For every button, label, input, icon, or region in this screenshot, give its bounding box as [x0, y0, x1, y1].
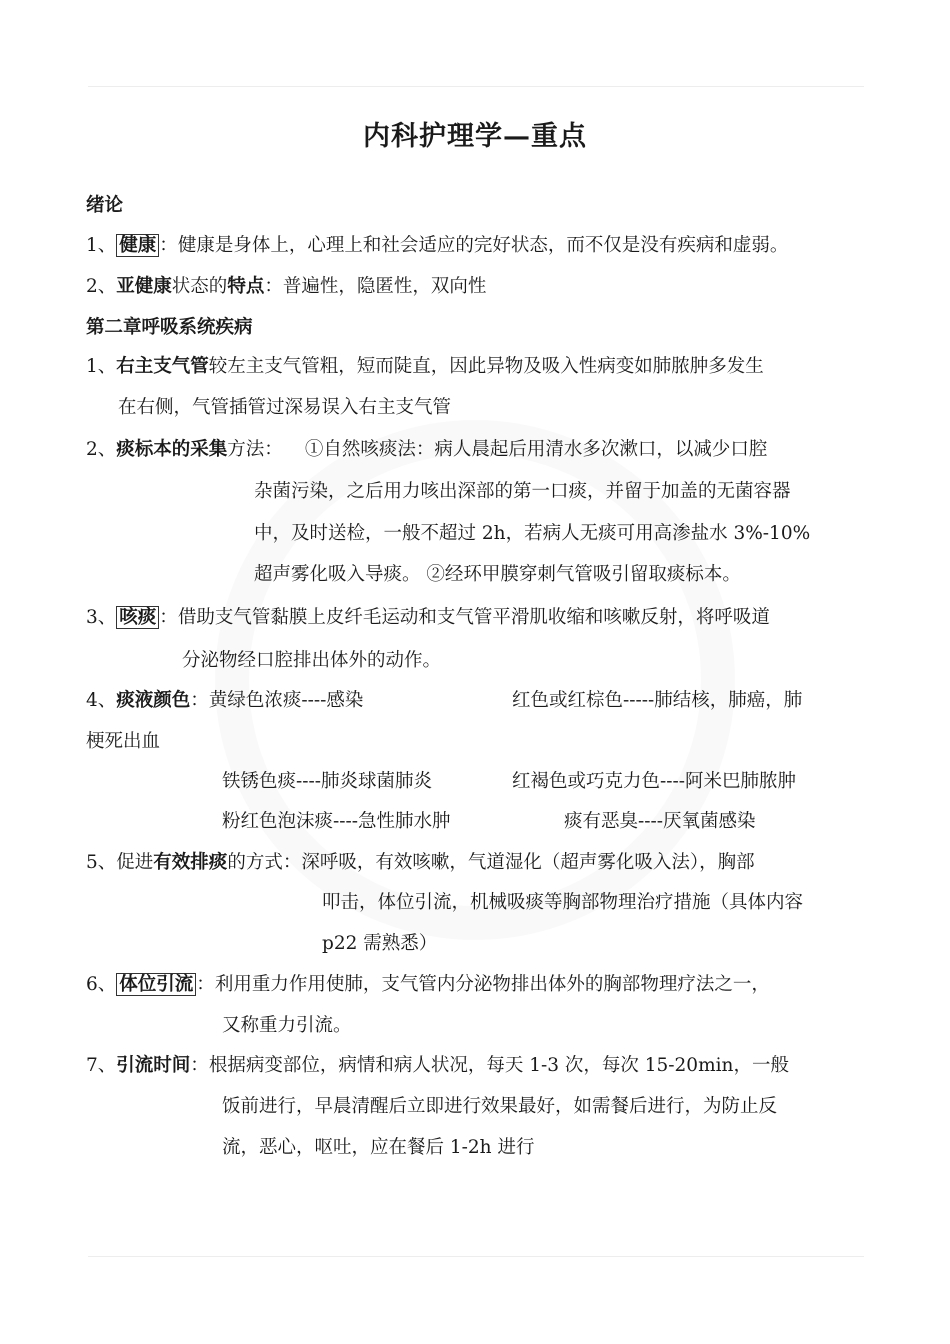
ch2-item-2-line2: 杂菌污染，之后用力咳出深部的第一口痰，并留于加盖的无菌容器 [254, 481, 791, 502]
ch2-item-3: 3、 咳痰 ：借助支气管黏膜上皮纤毛运动和支气管平滑肌收缩和咳嗽反射，将呼吸道 [86, 607, 770, 628]
top-divider [88, 86, 864, 87]
term-drainage-time: 引流时间 [116, 1055, 191, 1076]
section-heading-intro: 绪论 [86, 195, 124, 216]
sputum-color-red: 红色或红棕色-----肺结核，肺癌，肺 [512, 690, 803, 711]
intro-item-2: 2、亚健康状态的特点：普遍性，隐匿性，双向性 [86, 276, 487, 297]
item-text: 健康是身体上，心理上和社会适应的完好状态，而不仅是没有疾病和虚弱。 [177, 235, 789, 256]
ch2-item-4: 4、痰液颜色：黄绿色浓痰----感染 [86, 690, 364, 711]
term-sputum-collection: 痰标本的采集 [116, 439, 228, 460]
ch2-item-5: 5、促进有效排痰的方式：深呼吸，有效咳嗽，气道湿化（超声雾化吸入法），胸部 [86, 852, 755, 873]
intro-item-1: 1、 健康 ：健康是身体上，心理上和社会适应的完好状态，而不仅是没有疾病和虚弱。 [86, 235, 789, 256]
ch2-item-3-cont: 分泌物经口腔排出体外的动作。 [182, 650, 442, 671]
ch2-item-2-line4: 超声雾化吸入导痰。 ②经环甲膜穿刺气管吸引留取痰标本。 [254, 564, 741, 585]
sputum-color-red-cont: 梗死出血 [86, 731, 161, 752]
term-subhealth: 亚健康 [116, 276, 172, 297]
ch2-item-5-line3: p22 需熟悉） [322, 933, 438, 954]
term-postural-drainage: 体位引流 [116, 973, 196, 996]
ch2-item-5-line2: 叩击，体位引流，机械吸痰等胸部物理治疗措施（具体内容 [322, 892, 804, 913]
item-number: 1、 [86, 235, 117, 256]
ch2-item-2: 2、痰标本的采集方法： ①自然咳痰法：病人晨起后用清水多次漱口，以减少口腔 [86, 439, 768, 460]
page-title: 内科护理学—重点 [363, 121, 587, 152]
ch2-item-7: 7、引流时间：根据病变部位，病情和病人状况，每天 1-3 次，每次 15-20min，一般 [86, 1055, 789, 1076]
ch2-item-2-line3: 中，及时送检，一般不超过 2h，若病人无痰可用高渗盐水 3%-10% [254, 523, 811, 544]
sputum-color-pink: 粉红色泡沫痰----急性肺水肿 [222, 811, 451, 832]
ch2-item-7-line2: 饭前进行，早晨清醒后立即进行效果最好，如需餐后进行，为防止反 [222, 1096, 778, 1117]
bottom-divider [88, 1256, 864, 1257]
section-heading-chapter2: 第二章呼吸系统疾病 [86, 317, 253, 338]
term-sputum-color: 痰液颜色 [116, 690, 191, 711]
ch2-item-6: 6、 体位引流 ：利用重力作用使肺，支气管内分泌物排出体外的胸部物理疗法之一， [86, 974, 770, 995]
sputum-color-foul: 痰有恶臭----厌氧菌感染 [564, 811, 756, 832]
ch2-item-6-cont: 又称重力引流。 [222, 1015, 352, 1036]
ch2-item-1: 1、右主支气管较左主支气管粗，短而陡直，因此异物及吸入性病变如肺脓肿多发生 [86, 356, 764, 377]
sputum-color-chocolate: 红褐色或巧克力色----阿米巴肺脓肿 [512, 771, 797, 792]
ch2-item-7-line3: 流，恶心，呕吐，应在餐后 1-2h 进行 [222, 1137, 535, 1158]
term-effective-expectoration: 有效排痰 [153, 852, 228, 873]
term-expectoration: 咳痰 [116, 606, 159, 629]
ch2-item-1-cont: 在右侧，气管插管过深易误入右主支气管 [118, 397, 452, 418]
term-right-bronchus: 右主支气管 [116, 356, 209, 377]
term-health: 健康 [116, 234, 159, 257]
sputum-color-rust: 铁锈色痰----肺炎球菌肺炎 [222, 771, 433, 792]
